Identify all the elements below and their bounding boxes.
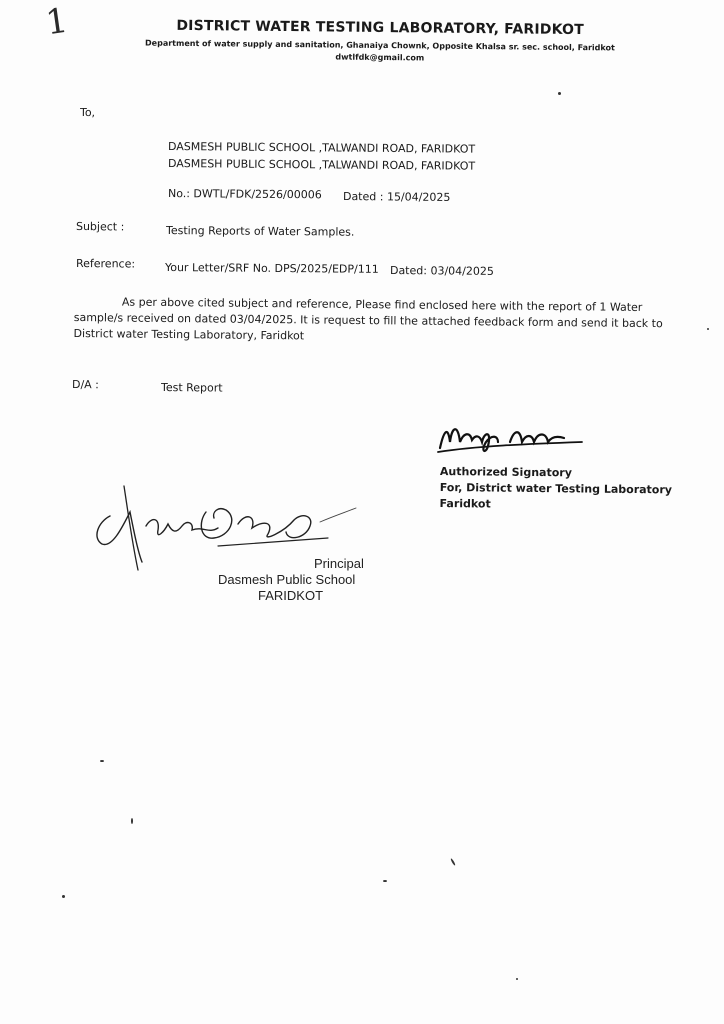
da-label: D/A : xyxy=(71,378,99,392)
subject-value: Testing Reports of Water Samples. xyxy=(165,224,355,239)
authorized-signatory-block xyxy=(439,464,672,514)
signatory-city: Faridkot xyxy=(439,496,491,511)
stamp-city: FARIDKOT xyxy=(258,588,324,603)
reference-value: Your Letter/SRF No. DPS/2025/EDP/111 xyxy=(164,261,379,276)
scan-speck xyxy=(383,880,387,882)
lab-email: dwtlfdk@gmail.com xyxy=(335,52,425,63)
letter-number: No.: DWTL/FDK/2526/00006 xyxy=(167,187,322,202)
letter-date: Dated : 15/04/2025 xyxy=(342,190,451,204)
recipient-line-2: DASMESH PUBLIC SCHOOL ,TALWANDI ROAD, FARIDKOT xyxy=(167,157,476,173)
scan-speck xyxy=(450,858,456,866)
reference-date: Dated: 03/04/2025 xyxy=(389,264,494,278)
scan-speck xyxy=(100,760,104,762)
authorized-signature xyxy=(436,412,586,458)
reference-label: Reference: xyxy=(75,257,136,271)
lab-title: DISTRICT WATER TESTING LABORATORY, FARIDKOT xyxy=(176,17,584,39)
letter-body xyxy=(73,294,691,348)
letter-body-text: As per above cited subject and reference, Please find enclosed here with the report of 1 Water sample/s received on dated 03/04/2025. It is request to fill the attached feedback form and send it back to District water Testing Laboratory, Faridkot xyxy=(73,295,663,343)
da-value: Test Report xyxy=(160,381,223,395)
subject-label: Subject : xyxy=(75,220,125,234)
stamp-title: Principal xyxy=(314,556,364,571)
scan-speck xyxy=(707,328,709,330)
stamp-school: Dasmesh Public School xyxy=(218,572,356,587)
scan-speck xyxy=(62,895,65,898)
letterhead xyxy=(100,17,660,65)
scan-speck xyxy=(131,818,133,824)
recipient-line-1: DASMESH PUBLIC SCHOOL ,TALWANDI ROAD, FARIDKOT xyxy=(167,140,476,156)
to-label: To, xyxy=(79,106,96,120)
scan-speck xyxy=(516,978,518,980)
scan-speck xyxy=(558,92,561,95)
principal-stamp xyxy=(218,556,364,604)
lab-address: Department of water supply and sanitation, Ghanaiya Chownk, Opposite Khalsa sr. sec. school, Faridkot xyxy=(145,38,615,53)
handwritten-page-number: 1 xyxy=(43,0,71,44)
signatory-org: For, District water Testing Laboratory xyxy=(439,480,673,497)
signatory-title: Authorized Signatory xyxy=(439,464,572,480)
